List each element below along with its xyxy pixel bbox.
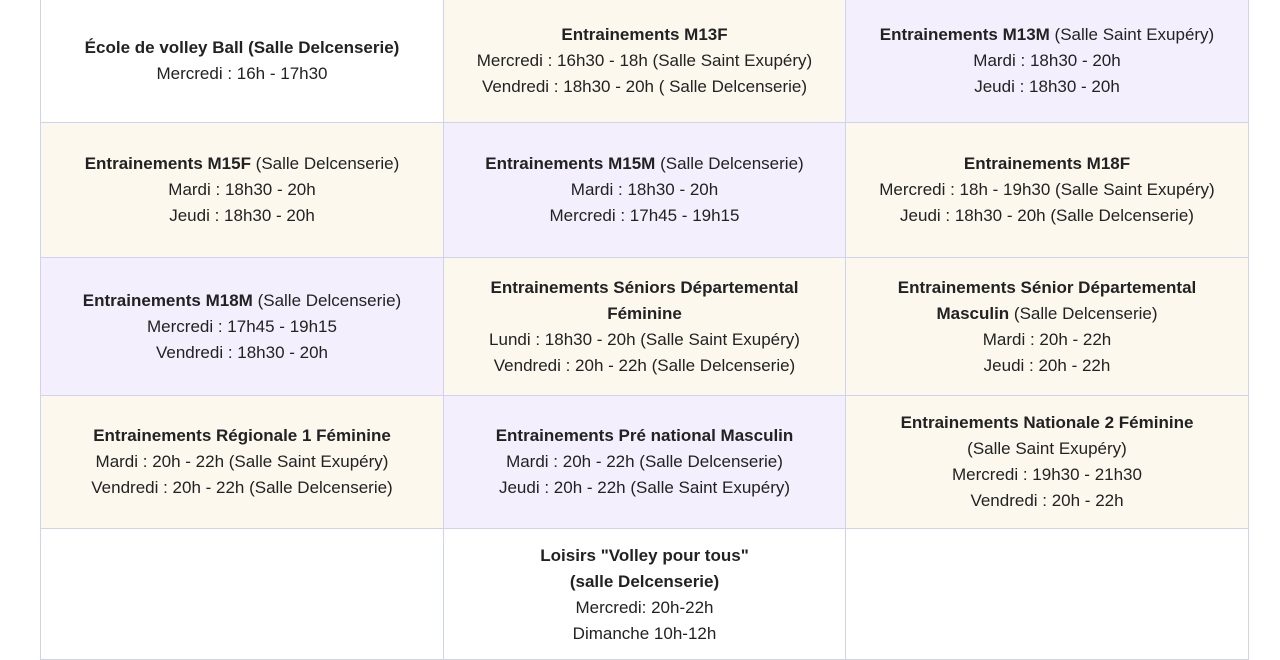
cell-line: Vendredi : 20h - 22h (Salle Delcenserie)	[91, 478, 393, 497]
cell-line: Mercredi: 20h-22h	[575, 598, 714, 617]
cell-line: Mercredi : 18h - 19h30 (Salle Saint Exupéry)	[879, 180, 1215, 199]
cell-line: Mardi : 20h - 22h	[982, 329, 1112, 349]
schedule-cell	[846, 258, 1248, 396]
cell-title: Entrainements M13F	[561, 25, 728, 44]
cell-title: Entrainements Régionale 1 Féminine	[93, 426, 391, 445]
cell-line: Mardi : 20h - 22h (Salle Saint Exupéry)	[95, 452, 389, 471]
schedule-cell	[444, 396, 846, 529]
cell-title: Entrainements Nationale 2 Féminine	[900, 413, 1194, 432]
cell-line: Vendredi : 20h - 22h (Salle Delcenserie)	[493, 355, 796, 375]
schedule-cell	[846, 396, 1248, 529]
cell-line: Vendredi : 18h30 - 20h ( Salle Delcenserie)	[481, 77, 808, 96]
schedule-cell	[444, 0, 846, 123]
cell-title: Entrainements M15F (Salle Delcenserie)	[84, 154, 400, 173]
cell-line: Mercredi : 16h - 17h30	[156, 64, 328, 83]
cell-line: Mardi : 18h30 - 20h	[570, 180, 719, 199]
cell-line: Dimanche 10h-12h	[572, 624, 717, 643]
schedule-cell	[444, 123, 846, 258]
cell-line: Mardi : 18h30 - 20h	[973, 51, 1121, 70]
schedule-cell-empty	[846, 529, 1248, 660]
cell-line: Mercredi : 16h30 - 18h (Salle Saint Exupéry)	[476, 51, 813, 70]
cell-title: Entrainements M18M (Salle Delcenserie)	[82, 290, 402, 310]
schedule-cell-empty	[41, 529, 444, 660]
cell-title: Entrainements M15M (Salle Delcenserie)	[485, 154, 804, 173]
schedule-table	[40, 0, 1249, 660]
cell-line: Lundi : 18h30 - 20h (Salle Saint Exupéry)	[489, 329, 800, 349]
schedule-cell	[846, 0, 1248, 123]
cell-title: Entrainements Sénior Départemental Masculin (Salle Delcenserie)	[897, 277, 1197, 323]
cell-title: Entrainements M13M (Salle Saint Exupéry)	[879, 25, 1215, 44]
cell-line: Jeudi : 18h30 - 20h (Salle Delcenserie)	[900, 206, 1194, 225]
schedule-cell	[41, 258, 444, 396]
cell-title: Loisirs "Volley pour tous" (salle Delcenserie)	[540, 546, 749, 591]
schedule-cell	[846, 123, 1248, 258]
cell-line: (Salle Saint Exupéry)	[967, 439, 1127, 458]
cell-line: Mercredi : 17h45 - 19h15	[147, 316, 337, 336]
cell-title: Entrainements M18F	[963, 154, 1131, 173]
schedule-cell	[41, 0, 444, 123]
cell-title: Entrainements Séniors Départemental Féminine	[490, 277, 799, 323]
cell-line: Jeudi : 20h - 22h	[983, 355, 1111, 375]
cell-title: École de volley Ball (Salle Delcenserie)	[84, 38, 400, 57]
cell-line: Jeudi : 18h30 - 20h	[974, 77, 1120, 96]
schedule-cell	[444, 529, 846, 660]
cell-line: Jeudi : 18h30 - 20h	[169, 206, 315, 225]
cell-line: Mercredi : 17h45 - 19h15	[549, 206, 740, 225]
cell-line: Mardi : 18h30 - 20h	[168, 180, 316, 199]
cell-line: Mardi : 20h - 22h (Salle Delcenserie)	[506, 452, 783, 471]
cell-line: Mercredi : 19h30 - 21h30	[952, 465, 1142, 484]
cell-line: Jeudi : 20h - 22h (Salle Saint Exupéry)	[498, 478, 791, 497]
schedule-cell	[444, 258, 846, 396]
schedule-cell	[41, 123, 444, 258]
cell-title: Entrainements Pré national Masculin	[495, 426, 794, 445]
schedule-cell	[41, 396, 444, 529]
cell-line: Vendredi : 20h - 22h	[970, 491, 1124, 510]
cell-line: Vendredi : 18h30 - 20h	[155, 342, 329, 362]
